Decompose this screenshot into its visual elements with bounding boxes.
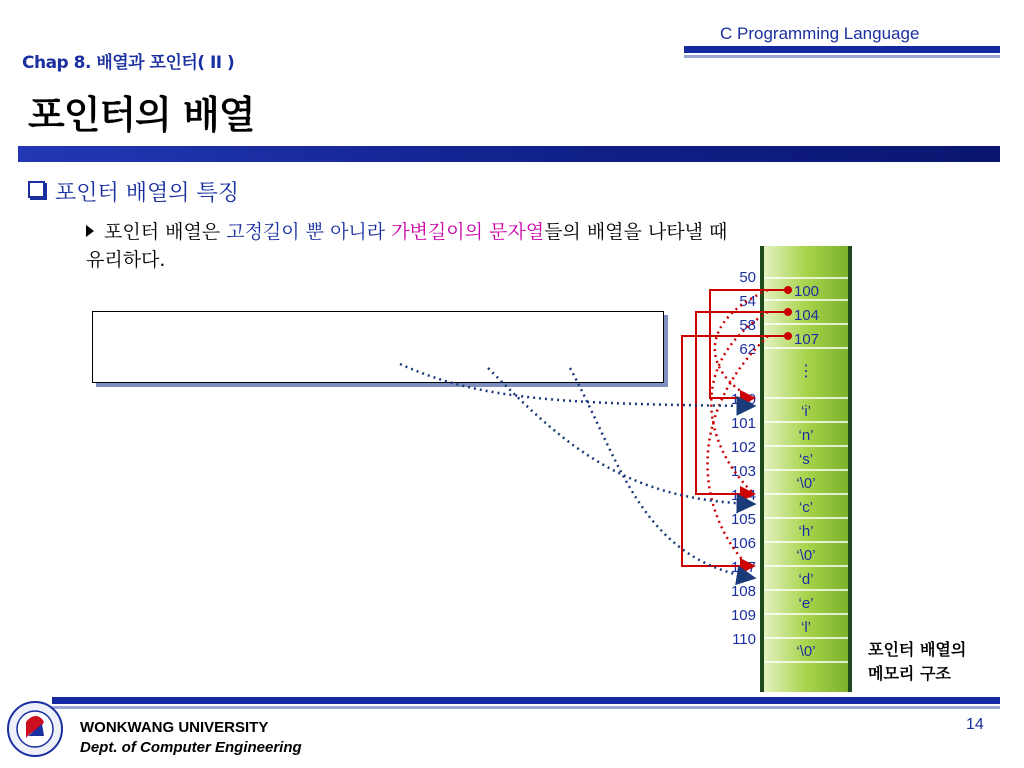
footer-text [80, 718, 302, 758]
char-value: ‘d’ [798, 571, 814, 588]
university-logo-icon [6, 700, 64, 758]
bullet-line2: 유리하다. [86, 249, 166, 271]
university-name: WONKWANG UNIVERSITY [80, 719, 269, 736]
char-value: ‘l’ [801, 619, 811, 636]
bullet-variable-length: 가변길이의 [391, 221, 483, 243]
pointer-value: 104 [794, 307, 820, 324]
bullet-pre: 포인터 배열은 [104, 221, 227, 243]
memory-ellipsis: ⋮ [798, 363, 814, 380]
footer-rule-light [52, 706, 1000, 709]
department-name: Dept. of Computer Engineering [80, 739, 302, 756]
char-address: 100 [730, 391, 756, 408]
caption-line1: 포인터 배열의 [868, 640, 967, 659]
char-address: 101 [730, 415, 756, 432]
char-value: ‘\0’ [796, 643, 816, 660]
char-address: 103 [730, 463, 756, 480]
pointer-values [794, 283, 819, 348]
diagram-caption [868, 638, 966, 686]
section-heading-text: 포인터 배열의 특징 [55, 181, 240, 206]
char-value: ‘n’ [798, 427, 814, 444]
pointer-address: 58 [739, 317, 756, 334]
char-value: ‘\0’ [796, 547, 816, 564]
char-address: 106 [730, 535, 756, 552]
char-value: ‘i’ [801, 403, 811, 420]
pointer-value: 100 [794, 283, 820, 300]
char-address: 104 [730, 487, 756, 504]
char-value: ‘e’ [798, 595, 814, 612]
pointer-address: 54 [739, 293, 756, 310]
chapter-label: Chap 8. 배열과 포인터( II ) [22, 53, 235, 73]
char-addresses [731, 391, 756, 648]
bullet-post: 들의 배열을 나타낼 때 [544, 221, 728, 243]
char-address: 105 [730, 511, 756, 528]
char-address: 109 [730, 607, 756, 624]
char-address: 107 [730, 559, 756, 576]
char-value: ‘s’ [798, 451, 814, 468]
bullet-strings: 문자열 [489, 221, 545, 243]
pointer-address: 62 [739, 341, 756, 358]
footer-rule [52, 697, 1000, 704]
char-address: 110 [732, 631, 756, 648]
char-value: ‘h’ [798, 523, 814, 540]
char-value: ‘\0’ [796, 475, 816, 492]
char-address: 102 [730, 439, 756, 456]
blue-dotted-curves [400, 364, 754, 578]
page-number: 14 [966, 716, 984, 733]
char-value: ‘c’ [798, 499, 814, 516]
caption-line2: 메모리 구조 [868, 664, 951, 683]
pointer-addresses [739, 269, 756, 358]
bullet-fixed-length: 고정길이 뿐 아니라 [226, 221, 386, 243]
slide-title: 포인터의 배열 [28, 93, 255, 137]
course-title: C Programming Language [720, 24, 920, 43]
pointer-value: 107 [794, 331, 820, 348]
pointer-address: 50 [739, 269, 756, 286]
char-address: 108 [730, 583, 756, 600]
